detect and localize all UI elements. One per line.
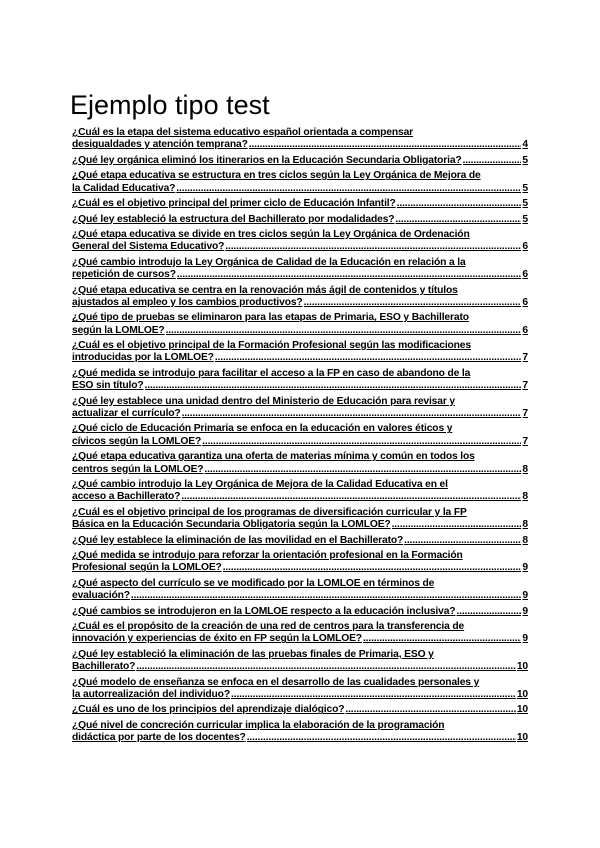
- toc-entry-text: la Calidad Educativa?: [72, 182, 176, 194]
- toc-entry-text: ¿Cuál es el propósito de la creación de una red de centros para la transferencia de: [72, 621, 465, 633]
- toc-entry[interactable]: [72, 578, 528, 603]
- toc-page-number: 5: [522, 154, 528, 166]
- toc-page-number: 7: [522, 435, 528, 447]
- toc-entry-text: ESO sin título?: [72, 380, 144, 392]
- toc-entry-line: [72, 380, 528, 392]
- toc-entry[interactable]: [72, 368, 528, 393]
- toc-entry-line: [72, 214, 528, 226]
- toc-page-number: 6: [522, 241, 528, 253]
- toc-dot-leader: [181, 491, 521, 503]
- toc-dot-leader: [176, 183, 521, 195]
- toc-dot-leader: [456, 606, 521, 618]
- toc-entry-text: ¿Qué ciclo de Educación Primaria se enfoca en la educación en valores éticos y: [72, 423, 453, 435]
- toc-entry-text: ¿Qué cambio introdujo la Ley Orgánica de Calidad de la Educación en relación a la: [72, 256, 466, 268]
- toc-entry-text: ¿Qué etapa educativa se divide en tres ciclos según la Ley Orgánica de Ordenación: [72, 229, 470, 241]
- toc-dot-leader: [363, 633, 521, 645]
- toc-entry-line: [72, 649, 528, 661]
- toc-entry-line: [72, 127, 528, 139]
- toc-entry-text: cívicos según la LOMLOE?: [72, 435, 202, 447]
- toc-entry-text: didáctica por parte de los docentes?: [72, 732, 246, 744]
- toc-dot-leader: [136, 661, 516, 673]
- toc-entry-text: acceso a Bachillerato?: [72, 491, 181, 503]
- toc-entry-line: [72, 621, 528, 633]
- toc-entry-line: [72, 606, 528, 618]
- toc-entry-line: [72, 312, 528, 324]
- toc-dot-leader: [463, 155, 522, 167]
- toc-entry-line: [72, 704, 528, 716]
- toc-entry-line: [72, 479, 528, 491]
- toc-entry-text: ¿Qué ley estableció la estructura del Bachillerato por modalidades?: [72, 213, 395, 225]
- toc-entry[interactable]: [72, 550, 528, 575]
- toc-entry-text: ¿Qué etapa educativa se estructura en tres ciclos según la Ley Orgánica de Mejora de: [72, 170, 481, 182]
- toc-page-number: 8: [522, 491, 528, 503]
- toc-entry-text: ¿Qué ley orgánica eliminó los itinerarios en la Educación Secundaria Obligatoria?: [72, 154, 462, 166]
- toc-entry-text: ¿Qué nivel de concreción curricular implica la elaboración de la programación: [72, 719, 445, 731]
- toc-entry[interactable]: [72, 214, 528, 226]
- toc-entry-line: [72, 139, 528, 151]
- toc-entry-line: [72, 562, 528, 574]
- toc-entry-text: ¿Cuál es el objetivo principal del primer ciclo de Educación Infantil?: [72, 198, 396, 210]
- toc-entry-line: [72, 677, 528, 689]
- toc-entry-line: [72, 661, 528, 673]
- toc-entry-text: la autorrealización del individuo?: [72, 689, 230, 700]
- toc-entry-text: Básica en la Educación Secundaria Obligatoria según la LOMLOE?: [72, 519, 391, 531]
- toc-entry-text: ¿Cuál es el objetivo principal de los programas de diversificación curricular y la FP: [72, 506, 467, 518]
- toc-entry[interactable]: [72, 257, 528, 282]
- toc-entry-line: [72, 325, 528, 337]
- toc-entry-text: introducidas por la LOMLOE?: [72, 352, 214, 364]
- toc-entry-text: desigualdades y atención temprana?: [72, 139, 248, 151]
- toc-dot-leader: [247, 732, 516, 744]
- toc-entry-text: actualizar el currículo?: [72, 408, 181, 419]
- toc-entry[interactable]: [72, 155, 528, 167]
- toc-entry-line: [72, 297, 528, 309]
- toc-entry-text: ¿Qué ley estableció la eliminación de las pruebas finales de Primaria, ESO y: [72, 648, 434, 660]
- toc-page-number: 5: [522, 213, 528, 225]
- toc-entry-text: evaluación?: [72, 590, 130, 602]
- toc-entry-text: ¿Qué ley establece una unidad dentro del Ministerio de Educación para revisar y: [72, 395, 455, 407]
- toc-entry[interactable]: [72, 720, 528, 745]
- toc-entry-text: ¿Qué tipo de pruebas se eliminaron para las etapas de Primaria, ESO y Bachillerato: [72, 312, 469, 324]
- toc-entry[interactable]: [72, 198, 528, 210]
- toc-entry-text: ¿Qué cambios se introdujeron en la LOMLOE respecto a la educación inclusiva?: [72, 605, 456, 617]
- toc-entry-line: [72, 732, 528, 744]
- toc-page-number: 9: [522, 605, 528, 617]
- toc-entry[interactable]: [72, 229, 528, 254]
- toc-page-number: 6: [522, 296, 528, 308]
- toc-entry-line: [72, 396, 528, 408]
- toc-dot-leader: [225, 241, 521, 253]
- toc-dot-leader: [395, 214, 521, 226]
- toc-entry-line: [72, 352, 528, 364]
- toc-entry-line: [72, 464, 528, 476]
- toc-dot-leader: [223, 562, 522, 574]
- toc-entry-line: [72, 198, 528, 210]
- toc-page-number: 4: [522, 139, 528, 151]
- toc-entry-line: [72, 633, 528, 645]
- toc-entry-line: [72, 507, 528, 519]
- toc-entry[interactable]: [72, 535, 528, 547]
- toc-entry-line: [72, 241, 528, 253]
- toc-entry-line: [72, 340, 528, 352]
- page-title: Ejemplo tipo test: [70, 90, 270, 121]
- toc-entry-line: [72, 170, 528, 182]
- toc-entry[interactable]: [72, 451, 528, 476]
- toc-page-number: 9: [522, 633, 528, 645]
- toc-page-number: 8: [522, 534, 528, 546]
- toc-dot-leader: [231, 689, 516, 701]
- toc-entry-line: [72, 408, 528, 420]
- toc-entry-line: [72, 423, 528, 435]
- toc-page-number: 7: [522, 380, 528, 392]
- toc-entry-text: repetición de cursos?: [72, 269, 176, 281]
- toc-entry-line: [72, 689, 528, 701]
- toc-page-number: 6: [522, 324, 528, 336]
- toc-entry-line: [72, 590, 528, 602]
- toc-page-number: 5: [522, 182, 528, 194]
- toc-page-number: 6: [522, 269, 528, 281]
- toc-entry-line: [72, 155, 528, 167]
- toc-entry-line: [72, 550, 528, 562]
- table-of-contents: [72, 127, 528, 748]
- toc-entry[interactable]: [72, 507, 528, 532]
- toc-entry-line: [72, 436, 528, 448]
- toc-entry-line: [72, 229, 528, 241]
- toc-entry-line: [72, 451, 528, 463]
- toc-entry-line: [72, 257, 528, 269]
- toc-entry-text: Bachillerato?: [72, 661, 136, 673]
- toc-dot-leader: [204, 464, 521, 476]
- toc-entry-text: centros según la LOMLOE?: [72, 463, 204, 475]
- toc-entry[interactable]: [72, 170, 528, 195]
- toc-entry-line: [72, 578, 528, 590]
- toc-entry-line: [72, 720, 528, 732]
- toc-entry[interactable]: [72, 396, 528, 421]
- toc-dot-leader: [249, 139, 522, 151]
- toc-dot-leader: [202, 436, 521, 448]
- toc-entry-text: ¿Qué modelo de enseñanza se enfoca en el desarrollo de las cualidades personales y: [72, 676, 480, 688]
- toc-entry-text: ¿Qué ley establece la eliminación de las movilidad en el Bachillerato?: [72, 534, 404, 546]
- toc-dot-leader: [345, 704, 515, 716]
- toc-entry-text: ¿Cuál es la etapa del sistema educativo español orientada a compensar: [72, 127, 414, 138]
- toc-page-number: 8: [522, 463, 528, 475]
- toc-dot-leader: [166, 325, 522, 337]
- toc-entry-line: [72, 368, 528, 380]
- toc-entry[interactable]: [72, 285, 528, 310]
- toc-entry-text: ¿Cuál es uno de los principios del aprendizaje dialógico?: [72, 704, 345, 716]
- toc-page-number: 8: [522, 519, 528, 531]
- toc-entry-text: ¿Qué medida se introdujo para reforzar la orientación profesional en la Formación: [72, 550, 463, 562]
- toc-entry[interactable]: [72, 423, 528, 448]
- toc-entry-text: ¿Qué cambio introdujo la Ley Orgánica de Mejora de la Calidad Educativa en el: [72, 479, 448, 491]
- toc-entry[interactable]: [72, 704, 528, 716]
- toc-entry-text: Profesional según la LOMLOE?: [72, 562, 222, 574]
- toc-entry[interactable]: [72, 340, 528, 365]
- toc-page-number: 10: [516, 661, 528, 673]
- toc-entry[interactable]: [72, 606, 528, 618]
- toc-dot-leader: [177, 269, 522, 281]
- toc-entry-line: [72, 183, 528, 195]
- toc-entry[interactable]: [72, 312, 528, 337]
- toc-dot-leader: [397, 198, 522, 210]
- toc-entry-text: ¿Qué aspecto del currículo se ve modificado por la LOMLOE en términos de: [72, 577, 435, 589]
- toc-dot-leader: [392, 519, 522, 531]
- toc-entry-text: ajustados al empleo y los cambios productivos?: [72, 296, 303, 308]
- toc-entry-line: [72, 491, 528, 503]
- toc-dot-leader: [404, 535, 521, 547]
- toc-page-number: 5: [522, 198, 528, 210]
- toc-entry-line: [72, 285, 528, 297]
- toc-page-number: 7: [522, 352, 528, 364]
- toc-entry[interactable]: [72, 479, 528, 504]
- toc-entry[interactable]: [72, 677, 528, 702]
- toc-entry-line: [72, 535, 528, 547]
- toc-entry-text: ¿Cuál es el objetivo principal de la Formación Profesional según las modificaciones: [72, 340, 471, 352]
- toc-entry[interactable]: [72, 649, 528, 674]
- toc-page-number: 9: [522, 562, 528, 574]
- toc-entry-text: según la LOMLOE?: [72, 324, 165, 336]
- toc-entry-line: [72, 269, 528, 281]
- toc-entry-text: ¿Qué etapa educativa garantiza una oferta de materias mínima y común en todos los: [72, 451, 475, 463]
- toc-entry[interactable]: [72, 127, 528, 152]
- toc-dot-leader: [182, 408, 522, 420]
- toc-dot-leader: [145, 380, 522, 392]
- toc-page-number: 10: [516, 732, 528, 744]
- toc-page-number: 9: [522, 590, 528, 602]
- toc-entry-text: ¿Qué etapa educativa se centra en la renovación más ágil de contenidos y títulos: [72, 284, 458, 296]
- toc-page-number: 10: [516, 704, 528, 716]
- toc-dot-leader: [131, 590, 522, 602]
- toc-entry-line: [72, 519, 528, 531]
- toc-dot-leader: [215, 352, 522, 364]
- toc-page-number: 7: [522, 408, 528, 419]
- toc-page-number: 10: [516, 689, 528, 700]
- toc-entry[interactable]: [72, 621, 528, 646]
- toc-entry-text: ¿Qué medida se introdujo para facilitar el acceso a la FP en caso de abandono de la: [72, 367, 471, 379]
- toc-entry-text: innovación y experiencias de éxito en FP según la LOMLOE?: [72, 633, 362, 645]
- toc-dot-leader: [304, 297, 522, 309]
- toc-entry-text: General del Sistema Educativo?: [72, 241, 225, 253]
